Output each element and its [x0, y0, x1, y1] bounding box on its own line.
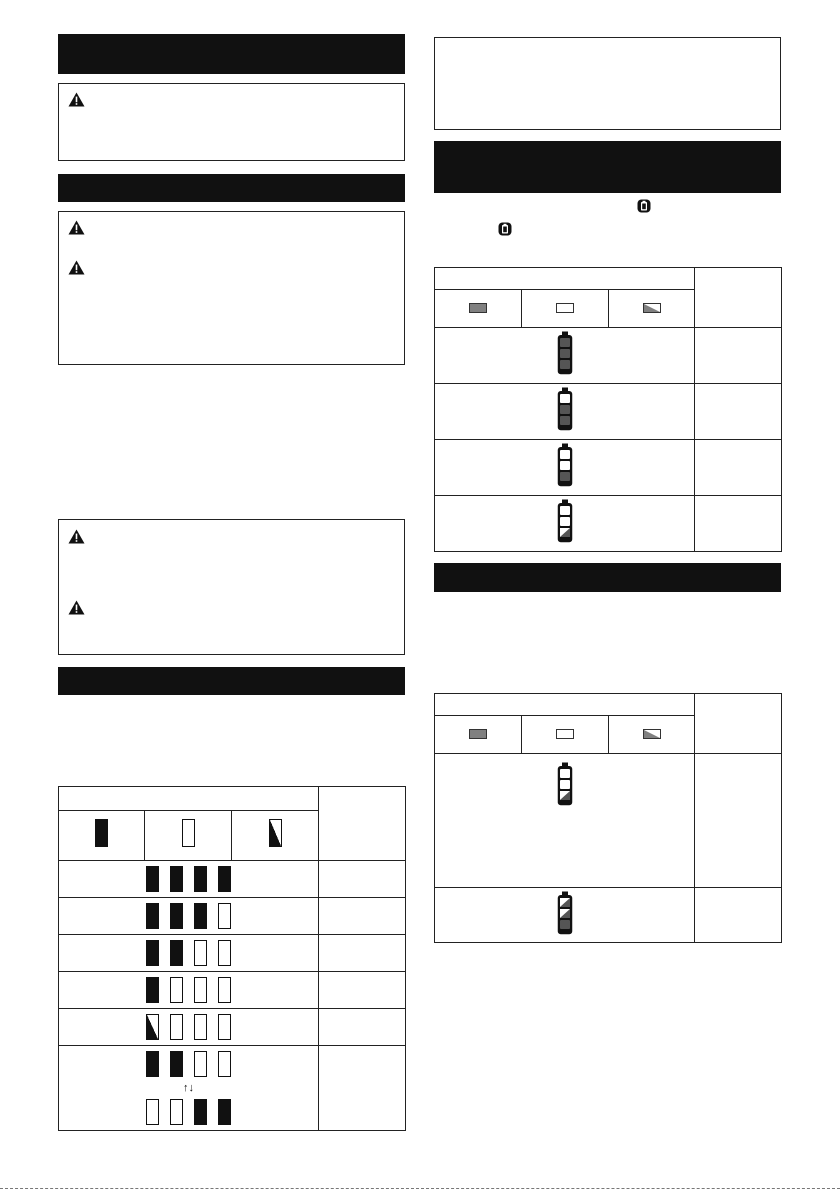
legend-blink-cell — [232, 811, 319, 861]
lamp-off-icon — [556, 729, 574, 739]
legend-blink-cell — [609, 290, 695, 328]
lamp-icon — [218, 977, 231, 1003]
lamp-icon — [170, 1014, 183, 1040]
lamp-icon — [194, 903, 207, 929]
tool-indicator-table — [58, 786, 406, 1131]
legend-lit-cell — [435, 290, 522, 328]
lamp-icon — [146, 977, 159, 1003]
legend-off-cell — [522, 716, 609, 754]
legend-on-cell — [59, 811, 145, 861]
battery-gauge-icon — [557, 891, 573, 935]
lamp-icon — [194, 940, 207, 966]
up-down-arrows-icon: ↑↓ — [183, 1082, 194, 1094]
battery-check-button-icon — [498, 222, 512, 236]
legend-off-cell — [522, 290, 609, 328]
lamp-icon — [170, 866, 183, 892]
lamp-off-icon — [182, 819, 195, 847]
lamp-icon — [170, 1051, 183, 1077]
lamp-icon — [146, 1014, 159, 1040]
legend-lit-cell — [435, 716, 522, 754]
lamp-blinking-icon — [643, 729, 661, 739]
lamp-icon — [194, 866, 207, 892]
table-header-row — [435, 694, 782, 716]
lamp-lit-icon — [469, 303, 487, 313]
note-box — [434, 37, 781, 130]
table-row — [59, 935, 406, 972]
battery-gauge-icon — [557, 499, 573, 543]
table-header-row — [59, 787, 406, 811]
table-row — [435, 384, 782, 440]
table-row — [435, 496, 782, 552]
section-heading-bar-4 — [434, 141, 781, 193]
lamp-icon — [146, 903, 159, 929]
section-heading-bar-3 — [58, 667, 405, 695]
lamp-off-icon — [556, 303, 574, 313]
lamp-icon — [218, 940, 231, 966]
table-row — [435, 328, 782, 384]
section-heading-bar-2 — [58, 174, 405, 202]
table-row — [59, 1009, 406, 1046]
legend-off-cell — [145, 811, 232, 861]
table-row — [435, 440, 782, 496]
lamp-icon — [146, 940, 159, 966]
warning-box-2 — [58, 211, 405, 365]
table-row — [435, 754, 782, 888]
lamp-blinking-icon — [269, 819, 282, 847]
table-row — [435, 888, 782, 943]
table-header-row — [435, 268, 782, 290]
lamp-icon — [170, 903, 183, 929]
remaining-capacity-table — [434, 693, 782, 943]
lamp-icon — [170, 940, 183, 966]
section-heading-bar-5 — [434, 563, 781, 592]
battery-check-button-icon — [637, 199, 651, 213]
lamp-icon — [146, 866, 159, 892]
battery-capacity-table — [434, 267, 782, 552]
battery-gauge-icon — [557, 387, 573, 431]
lamp-icon — [218, 866, 231, 892]
lamp-on-icon — [95, 819, 108, 847]
lamp-icon — [146, 1051, 159, 1077]
warning-box-3 — [58, 519, 405, 655]
lamp-icon — [170, 1099, 183, 1125]
section-heading-bar-1 — [58, 34, 405, 74]
table-row — [59, 861, 406, 898]
table-row — [59, 898, 406, 935]
lamp-icon — [194, 977, 207, 1003]
legend-blink-cell — [609, 716, 695, 754]
lamp-icon — [218, 1014, 231, 1040]
warning-box-1 — [58, 83, 405, 161]
battery-gauge-icon — [557, 443, 573, 487]
lamp-icon — [218, 1099, 231, 1125]
lamp-icon — [146, 1099, 159, 1125]
table-row — [59, 972, 406, 1009]
lamp-icon — [194, 1051, 207, 1077]
lamp-icon — [194, 1099, 207, 1125]
table-row — [59, 1046, 406, 1131]
battery-gauge-icon — [557, 331, 573, 375]
lamp-icon — [218, 903, 231, 929]
lamp-lit-icon — [469, 729, 487, 739]
page-bottom-rule — [0, 1188, 840, 1189]
lamp-blinking-icon — [643, 303, 661, 313]
lamp-icon — [194, 1014, 207, 1040]
lamp-icon — [170, 977, 183, 1003]
lamp-icon — [218, 1051, 231, 1077]
battery-gauge-icon — [557, 762, 573, 806]
